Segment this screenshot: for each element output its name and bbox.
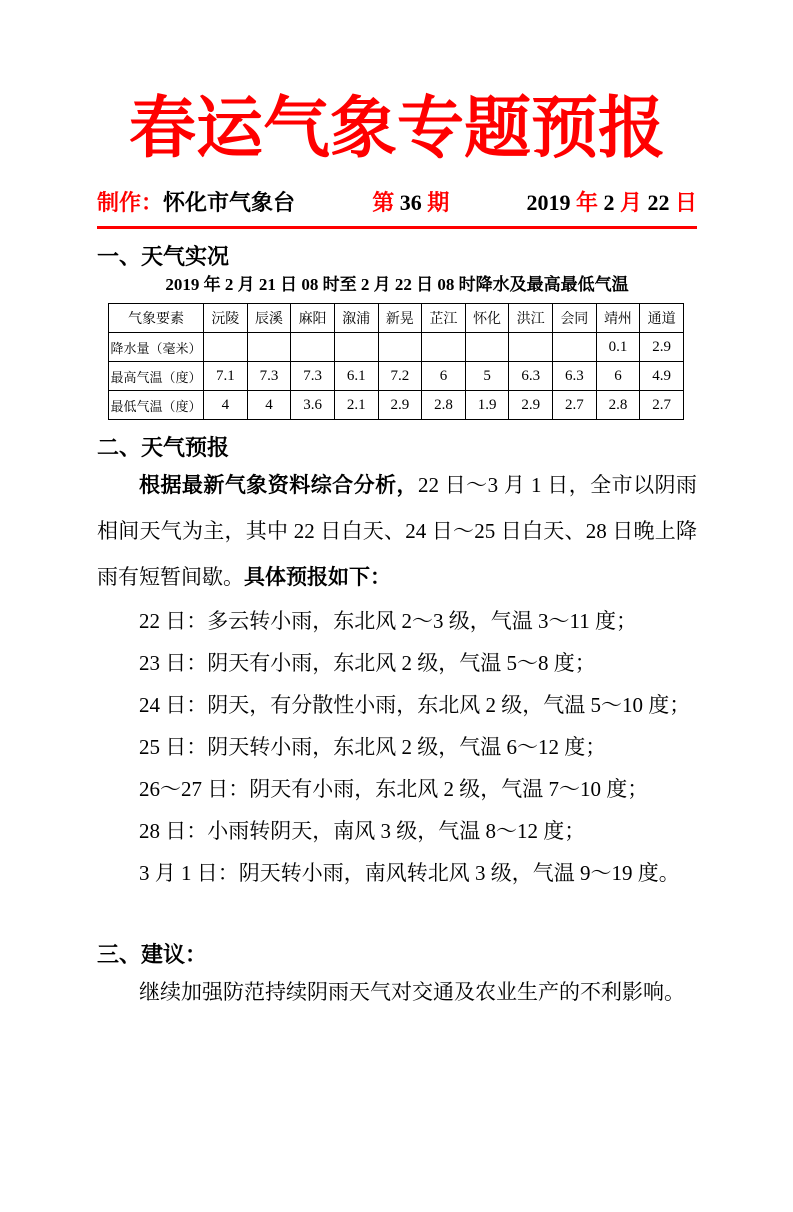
forecast-line: 23 日：阴天有小雨，东北风 2 级，气温 5～8 度； xyxy=(139,650,596,675)
red-divider xyxy=(97,226,697,229)
producer xyxy=(97,189,295,217)
paragraph-run: 雨有短暂间歇。 xyxy=(97,564,244,589)
document-header xyxy=(97,189,697,217)
paragraph-run: 22 日～3 月 1 日，全市以阴雨 xyxy=(418,472,697,497)
table-value-cell: 2.7 xyxy=(553,391,597,420)
issue-suffix: 期 xyxy=(421,190,450,216)
row-label-cell: 降水量（毫米） xyxy=(109,333,204,362)
table-header-cell: 通道 xyxy=(640,304,684,333)
table-header-cell: 会同 xyxy=(553,304,597,333)
table-value-cell: 0.1 xyxy=(596,333,640,362)
table-value-cell: 6 xyxy=(422,362,466,391)
section-2-heading: 二、天气预报 xyxy=(97,435,230,461)
header-date xyxy=(526,189,697,217)
table-value-cell: 4.9 xyxy=(640,362,684,391)
daily-forecast-list xyxy=(97,600,697,894)
section-3-heading: 三、建议： xyxy=(97,941,208,967)
date-segment: 日 xyxy=(669,190,697,216)
table-header-cell: 沅陵 xyxy=(204,304,248,333)
date-segment: 2019 xyxy=(526,190,571,216)
table-value-cell xyxy=(204,333,248,362)
paragraph-line xyxy=(97,462,697,508)
table-header-cell: 辰溪 xyxy=(247,304,291,333)
table-value-cell: 2.7 xyxy=(640,391,684,420)
table-header-cell: 怀化 xyxy=(465,304,509,333)
table-value-cell: 7.3 xyxy=(291,362,335,391)
paragraph-run-bold: 具体预报如下： xyxy=(244,564,391,589)
table-value-cell xyxy=(509,333,553,362)
table-value-cell: 7.3 xyxy=(247,362,291,391)
table-value-cell: 1.9 xyxy=(465,391,509,420)
table-value-cell: 6 xyxy=(596,362,640,391)
table-value-cell xyxy=(465,333,509,362)
table-header-cell: 新晃 xyxy=(378,304,422,333)
weather-table xyxy=(108,303,684,420)
table-body xyxy=(109,333,684,420)
table-value-cell xyxy=(422,333,466,362)
table-row xyxy=(109,391,684,420)
paragraph-run: 相间天气为主，其中 22 日白天、24 日～25 日白天、28 日晚上降 xyxy=(97,518,697,543)
table-header-cell: 溆浦 xyxy=(334,304,378,333)
table-header-cell: 气象要素 xyxy=(109,304,204,333)
date-segment: 年 xyxy=(570,190,604,216)
date-segment: 月 xyxy=(614,190,648,216)
forecast-line: 28 日：小雨转阴天，南风 3 级，气温 8～12 度； xyxy=(139,818,586,843)
table-value-cell: 4 xyxy=(204,391,248,420)
table-value-cell: 2.8 xyxy=(422,391,466,420)
table-value-cell xyxy=(378,333,422,362)
paragraph-line xyxy=(97,554,697,600)
issue-number xyxy=(372,189,449,217)
forecast-line: 22 日：多云转小雨，东北风 2～3 级，气温 3～11 度； xyxy=(139,608,637,633)
issue-prefix: 第 xyxy=(372,190,400,216)
table-value-cell: 6.3 xyxy=(553,362,597,391)
weather-table-title: 2019 年 2 月 21 日 08 时至 2 月 22 日 08 时降水及最高最低气温 xyxy=(165,275,629,295)
table-header-cell: 靖州 xyxy=(596,304,640,333)
page-title: 春运气象专题预报 xyxy=(129,92,665,166)
forecast-line: 3 月 1 日：阴天转小雨，南风转北风 3 级，气温 9～19 度。 xyxy=(139,860,680,885)
table-value-cell: 7.2 xyxy=(378,362,422,391)
forecast-paragraph xyxy=(97,462,697,600)
table-row xyxy=(109,362,684,391)
forecast-line: 26～27 日：阴天有小雨，东北风 2 级，气温 7～10 度； xyxy=(139,776,649,801)
table-value-cell: 5 xyxy=(465,362,509,391)
table-value-cell xyxy=(247,333,291,362)
table-value-cell: 6.1 xyxy=(334,362,378,391)
table-header-row xyxy=(109,304,684,333)
forecast-line: 25 日：阴天转小雨，东北风 2 级，气温 6～12 度； xyxy=(139,734,607,759)
paragraph-line xyxy=(97,508,697,554)
table-value-cell xyxy=(334,333,378,362)
paragraph-run-bold: 根据最新气象资料综合分析， xyxy=(139,472,418,497)
table-value-cell: 2.9 xyxy=(509,391,553,420)
table-value-cell: 2.8 xyxy=(596,391,640,420)
table-value-cell: 2.1 xyxy=(334,391,378,420)
producer-label: 制作： xyxy=(97,190,164,216)
producer-name: 怀化市气象台 xyxy=(163,190,296,216)
date-segment: 2 xyxy=(603,190,615,216)
forecast-line: 24 日：阴天，有分散性小雨，东北风 2 级，气温 5～10 度； xyxy=(139,692,691,717)
date-segment: 22 xyxy=(647,190,670,216)
suggestion-text: 继续加强防范持续阴雨天气对交通及农业生产的不利影响。 xyxy=(139,980,685,1005)
table-value-cell: 2.9 xyxy=(640,333,684,362)
table-value-cell: 4 xyxy=(247,391,291,420)
table-value-cell: 3.6 xyxy=(291,391,335,420)
document-page xyxy=(97,90,697,1008)
section-1-heading: 一、天气实况 xyxy=(97,243,230,269)
issue-value: 36 xyxy=(399,190,422,216)
table-header-cell: 麻阳 xyxy=(291,304,335,333)
row-label-cell: 最低气温（度） xyxy=(109,391,204,420)
table-value-cell: 6.3 xyxy=(509,362,553,391)
table-header-cell: 洪江 xyxy=(509,304,553,333)
table-row xyxy=(109,333,684,362)
table-header-cell: 芷江 xyxy=(422,304,466,333)
table-value-cell: 2.9 xyxy=(378,391,422,420)
table-value-cell xyxy=(553,333,597,362)
row-label-cell: 最高气温（度） xyxy=(109,362,204,391)
table-value-cell: 7.1 xyxy=(204,362,248,391)
table-value-cell xyxy=(291,333,335,362)
